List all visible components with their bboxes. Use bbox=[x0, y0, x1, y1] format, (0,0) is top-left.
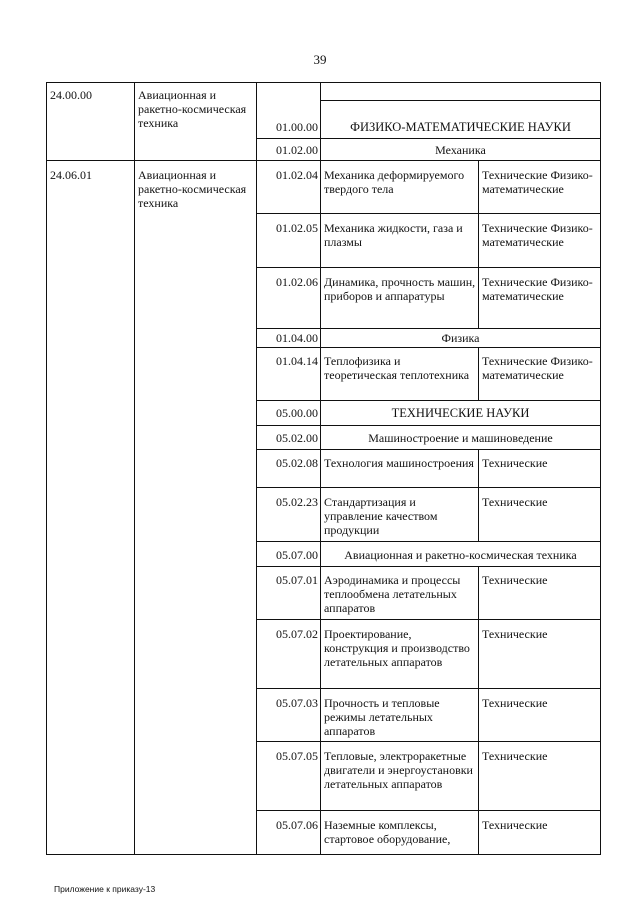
row-specialty: Теплофизика и теоретическая теплотехника bbox=[324, 354, 470, 382]
row-code: 05.02.00 bbox=[276, 431, 318, 445]
row-code: 01.02.05 bbox=[276, 221, 318, 235]
specialties-table bbox=[46, 82, 601, 855]
row-specialty: Механика деформируемого твердого тела bbox=[324, 168, 465, 196]
row-code: 05.02.23 bbox=[276, 495, 318, 509]
row-code: 05.07.02 bbox=[276, 627, 318, 641]
row-specialty: Механика жидкости, газа и плазмы bbox=[324, 221, 463, 249]
row-branch: Технические bbox=[482, 456, 548, 470]
row-branch: Технические Физико-математические bbox=[482, 275, 593, 303]
row-code: 05.07.06 bbox=[276, 818, 318, 832]
row-branch: Технические bbox=[482, 696, 548, 710]
row-branch: Технические bbox=[482, 818, 548, 832]
row-branch: Технические bbox=[482, 627, 548, 641]
row-specialty: Аэродинамика и процессы теплообмена летательных аппаратов bbox=[324, 573, 461, 615]
row-heading: ТЕХНИЧЕСКИЕ НАУКИ bbox=[391, 406, 530, 420]
footer-note: Приложение к приказу-13 bbox=[54, 884, 156, 894]
row-branch: Технические bbox=[482, 573, 548, 587]
left-name-1: Авиационная и ракетно-космическая техника bbox=[138, 88, 247, 130]
row-specialty: Наземные комплексы, стартовое оборудование, bbox=[324, 818, 451, 846]
row-code: 01.02.06 bbox=[276, 275, 318, 289]
row-code: 01.00.00 bbox=[276, 120, 318, 134]
row-specialty: Тепловые, электроракетные двигатели и энергоустановки летательных аппаратов bbox=[324, 749, 473, 791]
row-specialty: Технология машиностроения bbox=[324, 456, 474, 470]
row-code: 05.07.03 bbox=[276, 696, 318, 710]
row-specialty: Проектирование, конструкция и производство летательных аппаратов bbox=[324, 627, 470, 669]
row-heading: Машиностроение и машиноведение bbox=[368, 431, 553, 445]
left-code-2: 24.06.01 bbox=[50, 168, 92, 182]
left-name-2: Авиационная и ракетно-космическая техника bbox=[138, 168, 247, 210]
row-heading: Авиационная и ракетно-космическая техника bbox=[344, 548, 577, 562]
row-branch: Технические Физико-математические bbox=[482, 354, 593, 382]
row-branch: Технические bbox=[482, 749, 548, 763]
row-specialty: Динамика, прочность машин, приборов и аппаратуры bbox=[324, 275, 476, 303]
row-code: 05.02.08 bbox=[276, 456, 318, 470]
row-code: 05.07.01 bbox=[276, 573, 318, 587]
row-heading: Физика bbox=[441, 331, 480, 345]
row-heading: ФИЗИКО-МАТЕМАТИЧЕСКИЕ НАУКИ bbox=[350, 120, 571, 134]
row-specialty: Стандартизация и управление качеством продукции bbox=[324, 495, 438, 537]
row-code: 05.07.00 bbox=[276, 548, 318, 562]
row-code: 01.04.14 bbox=[276, 354, 318, 368]
left-code-1: 24.00.00 bbox=[50, 88, 92, 102]
row-code: 05.07.05 bbox=[276, 749, 318, 763]
row-branch: Технические Физико-математические bbox=[482, 168, 593, 196]
row-heading: Механика bbox=[435, 143, 486, 157]
page-number: 39 bbox=[313, 52, 327, 67]
row-code: 05.00.00 bbox=[276, 406, 318, 420]
row-specialty: Прочность и тепловые режимы летательных аппаратов bbox=[324, 696, 440, 738]
row-code: 01.02.04 bbox=[276, 168, 318, 182]
row-branch: Технические bbox=[482, 495, 548, 509]
row-code: 01.04.00 bbox=[276, 331, 318, 345]
row-code: 01.02.00 bbox=[276, 143, 318, 157]
row-branch: Технические Физико-математические bbox=[482, 221, 593, 249]
